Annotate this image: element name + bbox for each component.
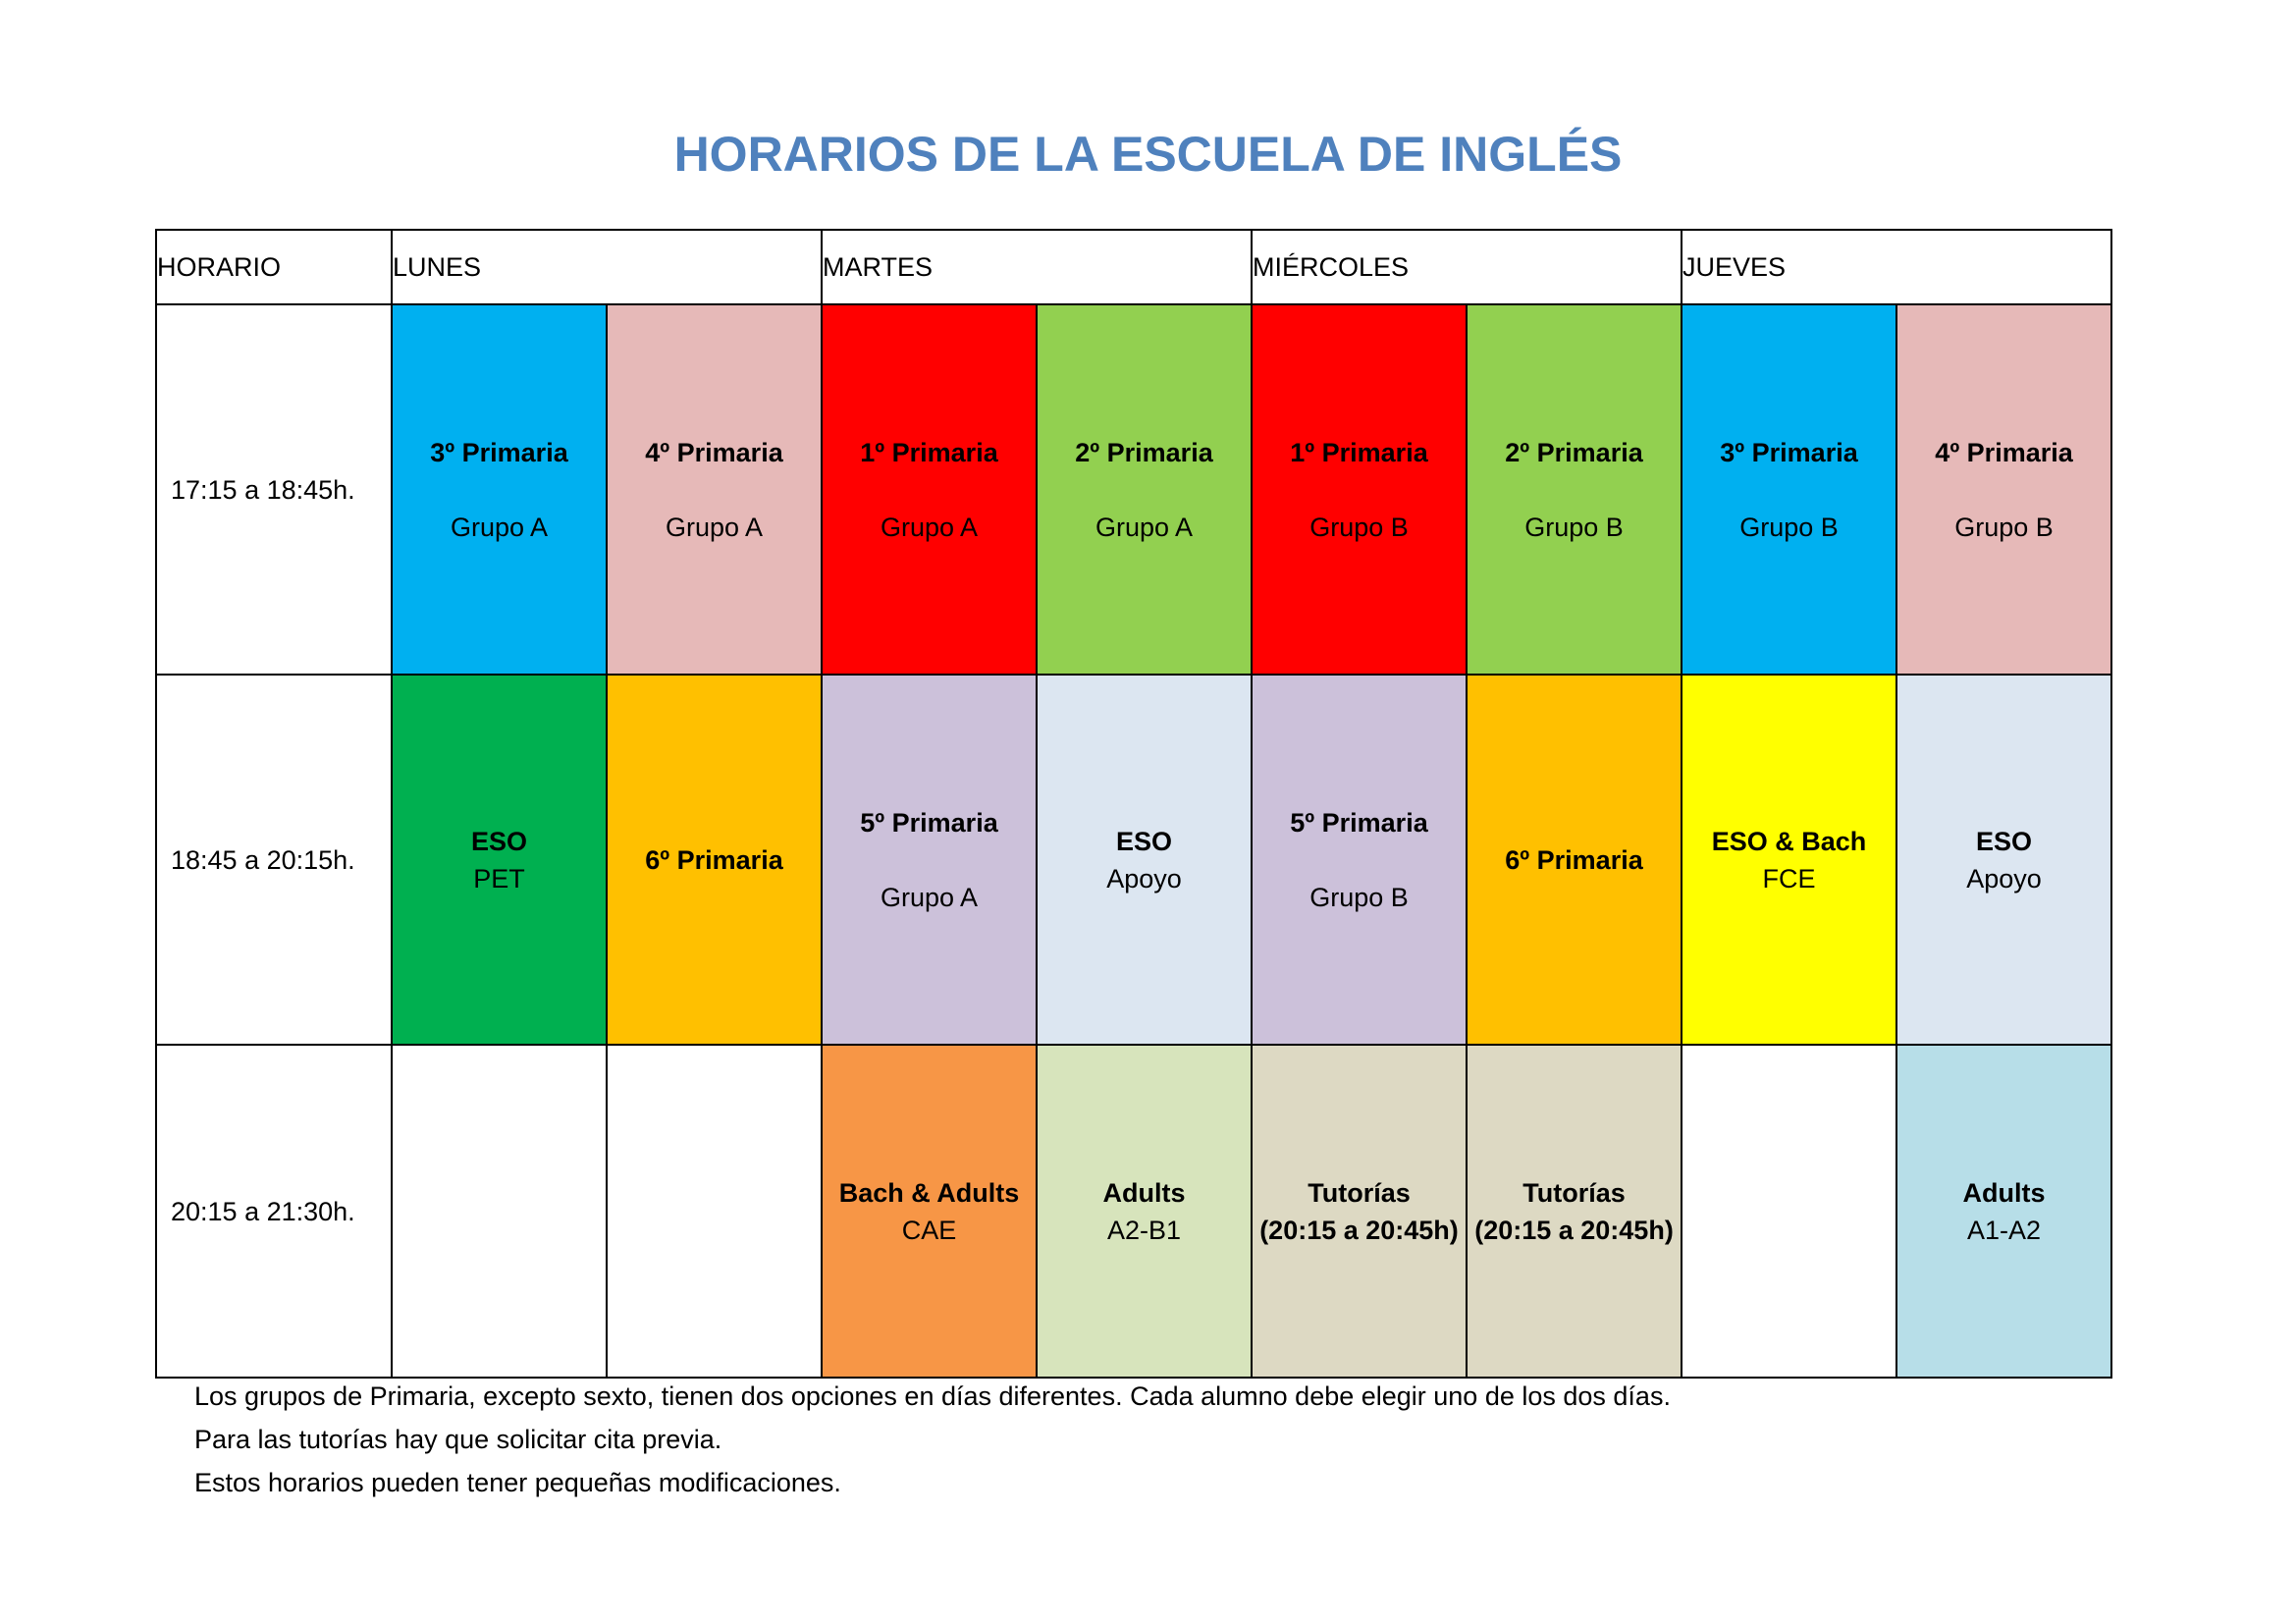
class-name: Tutorías: [1308, 1177, 1411, 1208]
class-cell: [1467, 675, 1682, 1045]
class-detail: Grupo A: [1095, 512, 1194, 542]
slot-row-1: [156, 304, 2111, 675]
header-row: [156, 230, 2111, 304]
notes: [194, 1375, 1671, 1504]
class-detail: Apoyo: [1106, 863, 1182, 893]
class-detail: Apoyo: [1966, 863, 2042, 893]
class-detail: Grupo A: [880, 882, 979, 912]
class-cell: [1896, 675, 2111, 1045]
class-cell: [822, 304, 1037, 675]
class-detail: (20:15 a 20:45h): [1259, 1215, 1459, 1245]
class-detail: A2-B1: [1106, 1215, 1182, 1245]
class-cell: [1682, 675, 1896, 1045]
class-detail: Grupo B: [1524, 512, 1624, 542]
class-name: 5º Primaria: [1290, 807, 1428, 838]
class-cell: [1682, 304, 1896, 675]
class-name: ESO & Bach: [1711, 826, 1867, 856]
class-name: Bach & Adults: [838, 1177, 1020, 1208]
class-name: 4º Primaria: [1935, 437, 2073, 467]
class-detail: FCE: [1762, 863, 1816, 893]
class-name: Adults: [1102, 1177, 1186, 1208]
class-detail: A1-A2: [1967, 1215, 2042, 1245]
class-detail: (20:15 a 20:45h): [1474, 1215, 1674, 1245]
class-cell: [392, 1045, 607, 1378]
slot-row-3: [156, 1045, 2111, 1378]
schedule-table: [155, 229, 2112, 1379]
class-cell: [607, 675, 822, 1045]
note-tutorias: Para las tutorías hay que solicitar cita previa.: [194, 1425, 722, 1454]
class-cell: [822, 675, 1037, 1045]
header-jueves: JUEVES: [1682, 230, 2111, 304]
class-name: Tutorías: [1522, 1177, 1626, 1208]
header-martes: MARTES: [822, 230, 1252, 304]
time-slot-1: 17:15 a 18:45h.: [156, 304, 392, 675]
class-detail: PET: [473, 863, 525, 893]
class-cell: [1896, 1045, 2111, 1378]
class-cell: [392, 675, 607, 1045]
class-cell: [1037, 675, 1252, 1045]
class-detail: CAE: [901, 1215, 957, 1245]
class-name: 1º Primaria: [1290, 437, 1428, 467]
time-slot-2: 18:45 a 20:15h.: [156, 675, 392, 1045]
class-name: 3º Primaria: [430, 437, 568, 467]
class-name: 2º Primaria: [1075, 437, 1213, 467]
slot-row-2: [156, 675, 2111, 1045]
class-detail: Grupo A: [880, 512, 979, 542]
class-cell: [1896, 304, 2111, 675]
class-detail: Grupo B: [1739, 512, 1839, 542]
header-lunes: LUNES: [392, 230, 822, 304]
class-cell: [1682, 1045, 1896, 1378]
class-name: 6º Primaria: [1505, 844, 1643, 875]
header-horario: HORARIO: [156, 230, 392, 304]
class-cell: [1252, 304, 1467, 675]
class-cell: [1467, 1045, 1682, 1378]
class-name: ESO: [470, 826, 528, 856]
note-primaria-options: Los grupos de Primaria, excepto sexto, tienen dos opciones en días diferentes. Cada alumno debe elegir uno de los dos días.: [194, 1381, 1671, 1411]
class-detail: Grupo B: [1309, 512, 1409, 542]
time-slot-3: 20:15 a 21:30h.: [156, 1045, 392, 1378]
class-cell: [1467, 304, 1682, 675]
class-name: 6º Primaria: [645, 844, 783, 875]
class-cell: [822, 1045, 1037, 1378]
class-name: ESO: [1115, 826, 1173, 856]
class-detail: Grupo B: [1954, 512, 2054, 542]
class-detail: Grupo B: [1309, 882, 1409, 912]
class-name: 4º Primaria: [645, 437, 783, 467]
class-cell: [607, 1045, 822, 1378]
class-cell: [1037, 1045, 1252, 1378]
page-title: HORARIOS DE LA ESCUELA DE INGLÉS: [673, 127, 1623, 182]
note-modifications: Estos horarios pueden tener pequeñas modificaciones.: [194, 1468, 841, 1497]
class-detail: Grupo A: [665, 512, 764, 542]
class-cell: [1252, 1045, 1467, 1378]
class-name: 2º Primaria: [1505, 437, 1643, 467]
class-name: 5º Primaria: [860, 807, 998, 838]
class-name: ESO: [1976, 826, 2033, 856]
class-cell: [1037, 304, 1252, 675]
class-cell: [392, 304, 607, 675]
class-name: Adults: [1962, 1177, 2046, 1208]
header-miercoles: MIÉRCOLES: [1252, 230, 1682, 304]
class-detail: Grupo A: [450, 512, 549, 542]
class-name: 1º Primaria: [860, 437, 998, 467]
class-name: 3º Primaria: [1720, 437, 1858, 467]
class-cell: [1252, 675, 1467, 1045]
class-cell: [607, 304, 822, 675]
